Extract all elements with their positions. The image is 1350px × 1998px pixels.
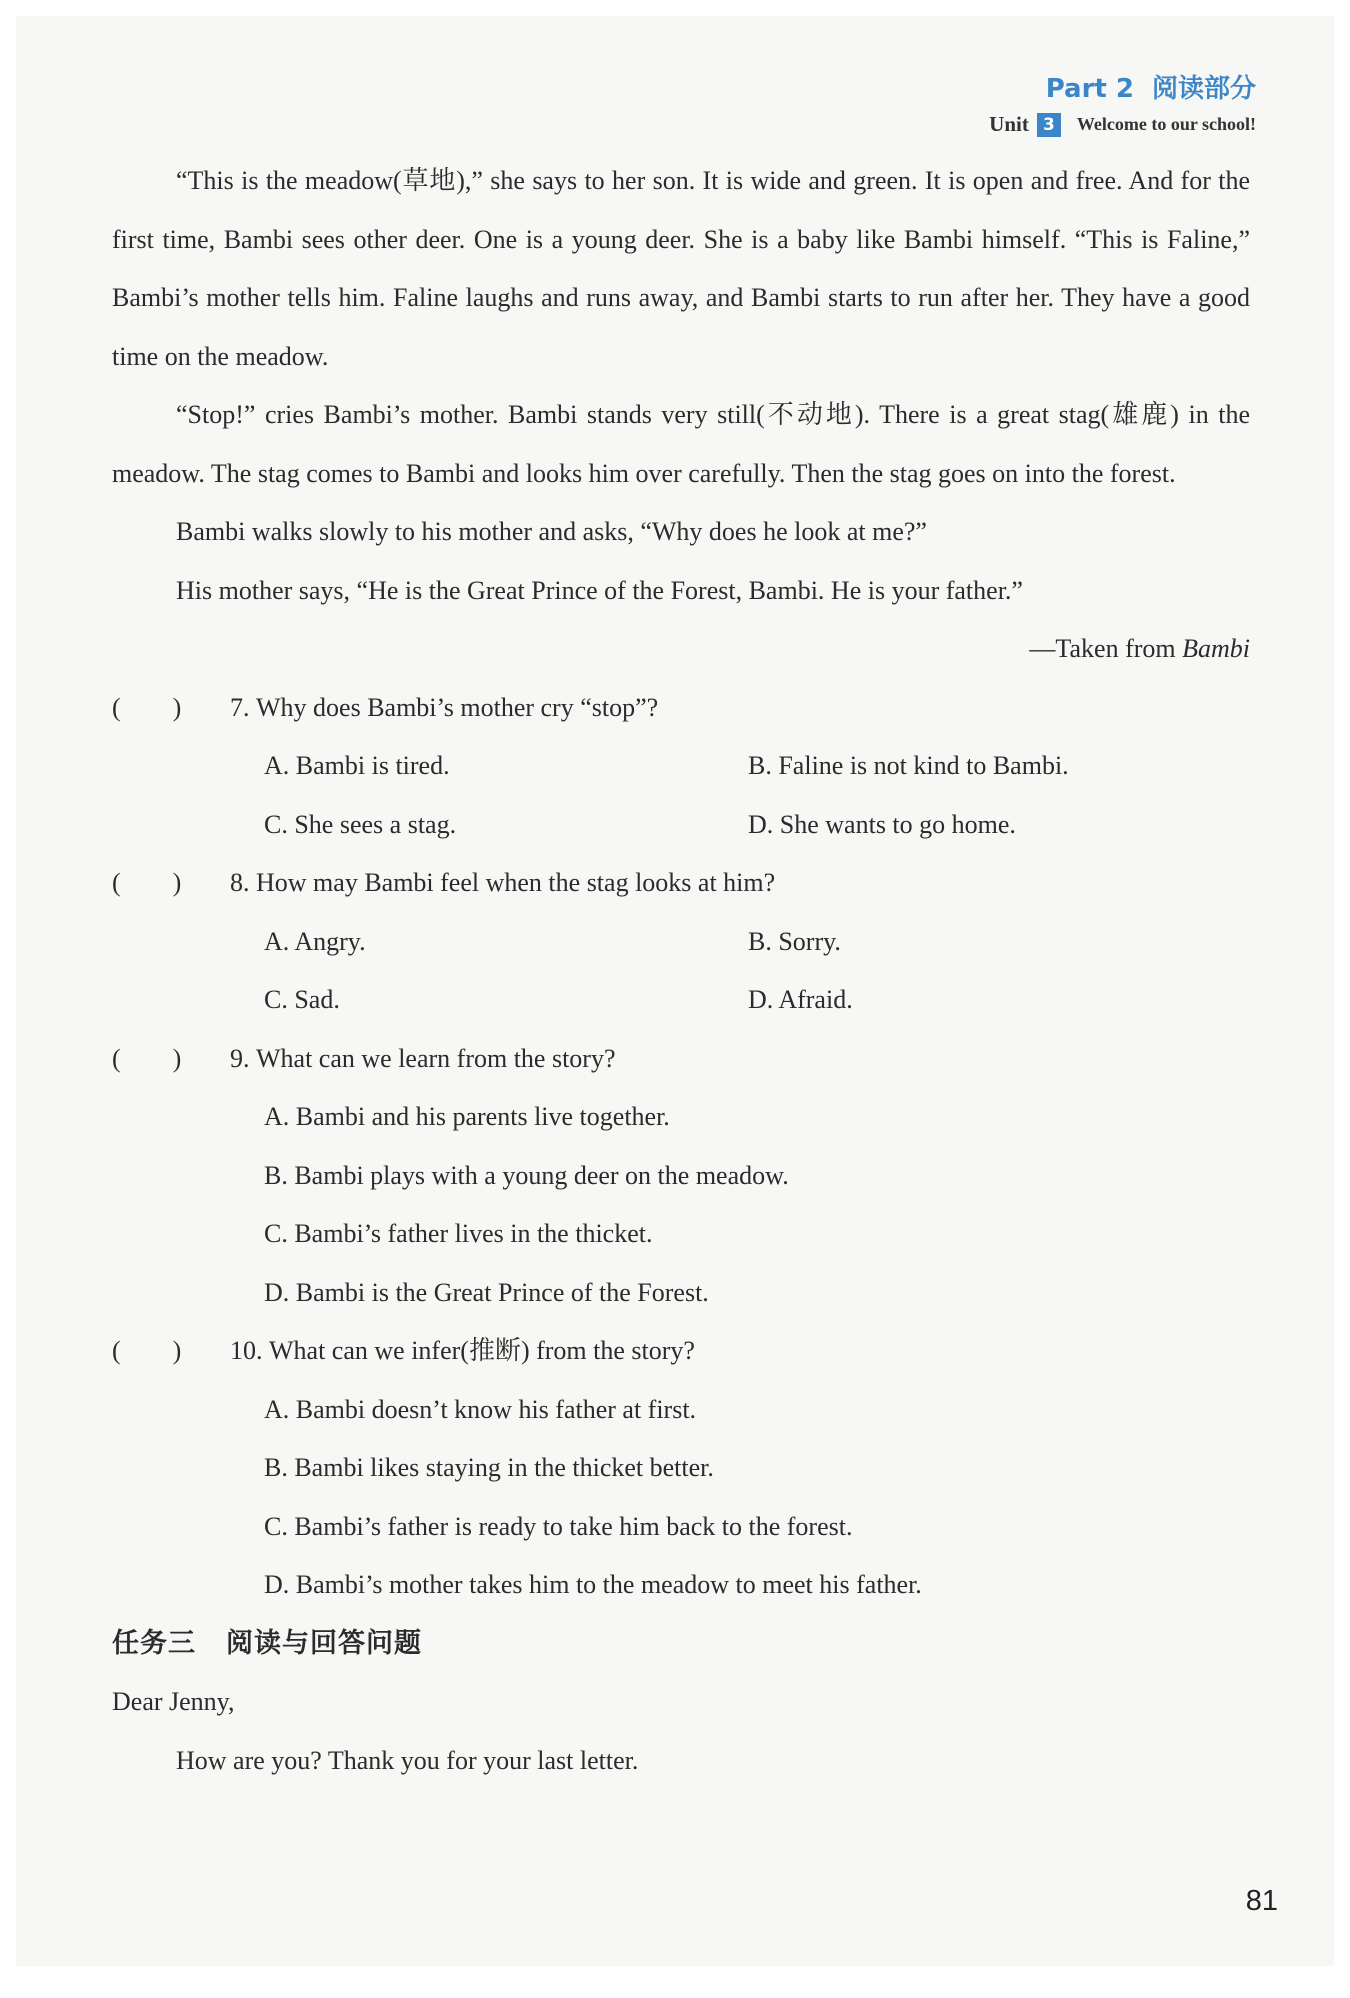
section-label: 阅读部分 — [1151, 74, 1256, 104]
question-text: What can we infer(推断) from the story? — [269, 1336, 695, 1365]
passage-paragraph: His mother says, “He is the Great Prince of the Forest, Bambi. He is your father.” — [176, 575, 1023, 605]
option-a[interactable]: A. Bambi is tired. — [264, 751, 450, 780]
task-3-heading — [112, 1615, 1250, 1674]
part-header — [1046, 68, 1256, 105]
option-d[interactable]: D. Afraid. — [748, 985, 853, 1014]
question-8 — [112, 854, 1250, 913]
option-c[interactable]: C. Sad. — [264, 985, 340, 1014]
option-d[interactable]: D. Bambi is the Great Prince of the Forest. — [264, 1277, 709, 1307]
question-8-options — [264, 913, 1250, 1030]
question-9-options — [264, 1088, 1250, 1322]
source-prefix: —Taken from — [1029, 634, 1183, 663]
letter-first-line: How are you? Thank you for your last letter. — [176, 1745, 639, 1775]
question-number: 9. — [230, 1043, 250, 1073]
option-d[interactable]: D. She wants to go home. — [748, 809, 1016, 839]
option-a[interactable]: A. Bambi and his parents live together. — [264, 1102, 670, 1131]
passage-paragraph: “This is the meadow(草地),” she says to her son. It is wide and green. It is open and free. And for the first time, Bambi sees other deer. One is a young deer. She is a baby like Bambi himself. “This is Faline,” Bambi’s mother tells him. Faline laughs and runs away, and Bambi starts to run after her. They have a good time on the meadow. — [112, 166, 1250, 371]
question-7 — [112, 679, 1250, 738]
question-text: Why does Bambi’s mother cry “stop”? — [256, 692, 659, 722]
question-number: 7. — [230, 692, 250, 722]
passage-source — [112, 620, 1250, 679]
unit-header — [989, 112, 1256, 137]
answer-blank[interactable]: ( ) — [112, 1043, 182, 1073]
option-c[interactable]: C. Bambi’s father lives in the thicket. — [264, 1219, 653, 1248]
page-content — [112, 152, 1250, 1790]
question-7-options — [264, 737, 1250, 854]
task-label: 任务三 — [112, 1627, 196, 1659]
answer-blank[interactable]: ( ) — [112, 692, 182, 722]
unit-title: Welcome to our school! — [1076, 114, 1256, 134]
option-b[interactable]: B. Faline is not kind to Bambi. — [748, 751, 1069, 780]
source-title: Bambi — [1182, 634, 1250, 663]
letter-greeting: Dear Jenny, — [112, 1687, 235, 1716]
option-b[interactable]: B. Bambi plays with a young deer on the meadow. — [264, 1160, 789, 1190]
part-label: Part 2 — [1045, 74, 1134, 104]
unit-number-badge: 3 — [1037, 113, 1061, 137]
option-b[interactable]: B. Bambi likes staying in the thicket better. — [264, 1453, 714, 1482]
answer-blank[interactable]: ( ) — [112, 1336, 182, 1365]
question-text: What can we learn from the story? — [256, 1043, 616, 1073]
question-10-options — [264, 1381, 1250, 1615]
task-title: 阅读与回答问题 — [226, 1627, 422, 1659]
question-9 — [112, 1030, 1250, 1089]
answer-blank[interactable]: ( ) — [112, 868, 182, 897]
question-text: How may Bambi feel when the stag looks at him? — [256, 868, 776, 897]
option-d[interactable]: D. Bambi’s mother takes him to the meadow to meet his father. — [264, 1570, 922, 1599]
option-c[interactable]: C. Bambi’s father is ready to take him back to the forest. — [264, 1511, 853, 1541]
passage-paragraph: Bambi walks slowly to his mother and asks, “Why does he look at me?” — [176, 517, 927, 546]
textbook-page — [16, 16, 1334, 1966]
option-a[interactable]: A. Angry. — [264, 926, 366, 956]
passage-paragraph: “Stop!” cries Bambi’s mother. Bambi stands very still(不动地). There is a great stag(雄鹿) in the meadow. The stag comes to Bambi and looks him over carefully. Then the stag goes on into the forest. — [112, 400, 1250, 488]
question-10 — [112, 1322, 1250, 1381]
option-b[interactable]: B. Sorry. — [748, 926, 841, 956]
question-number: 8. — [230, 868, 250, 897]
question-number: 10. — [230, 1336, 263, 1365]
page-number: 81 — [1245, 1885, 1278, 1917]
option-a[interactable]: A. Bambi doesn’t know his father at first. — [264, 1394, 697, 1424]
option-c[interactable]: C. She sees a stag. — [264, 809, 457, 839]
unit-label: Unit — [989, 112, 1029, 136]
